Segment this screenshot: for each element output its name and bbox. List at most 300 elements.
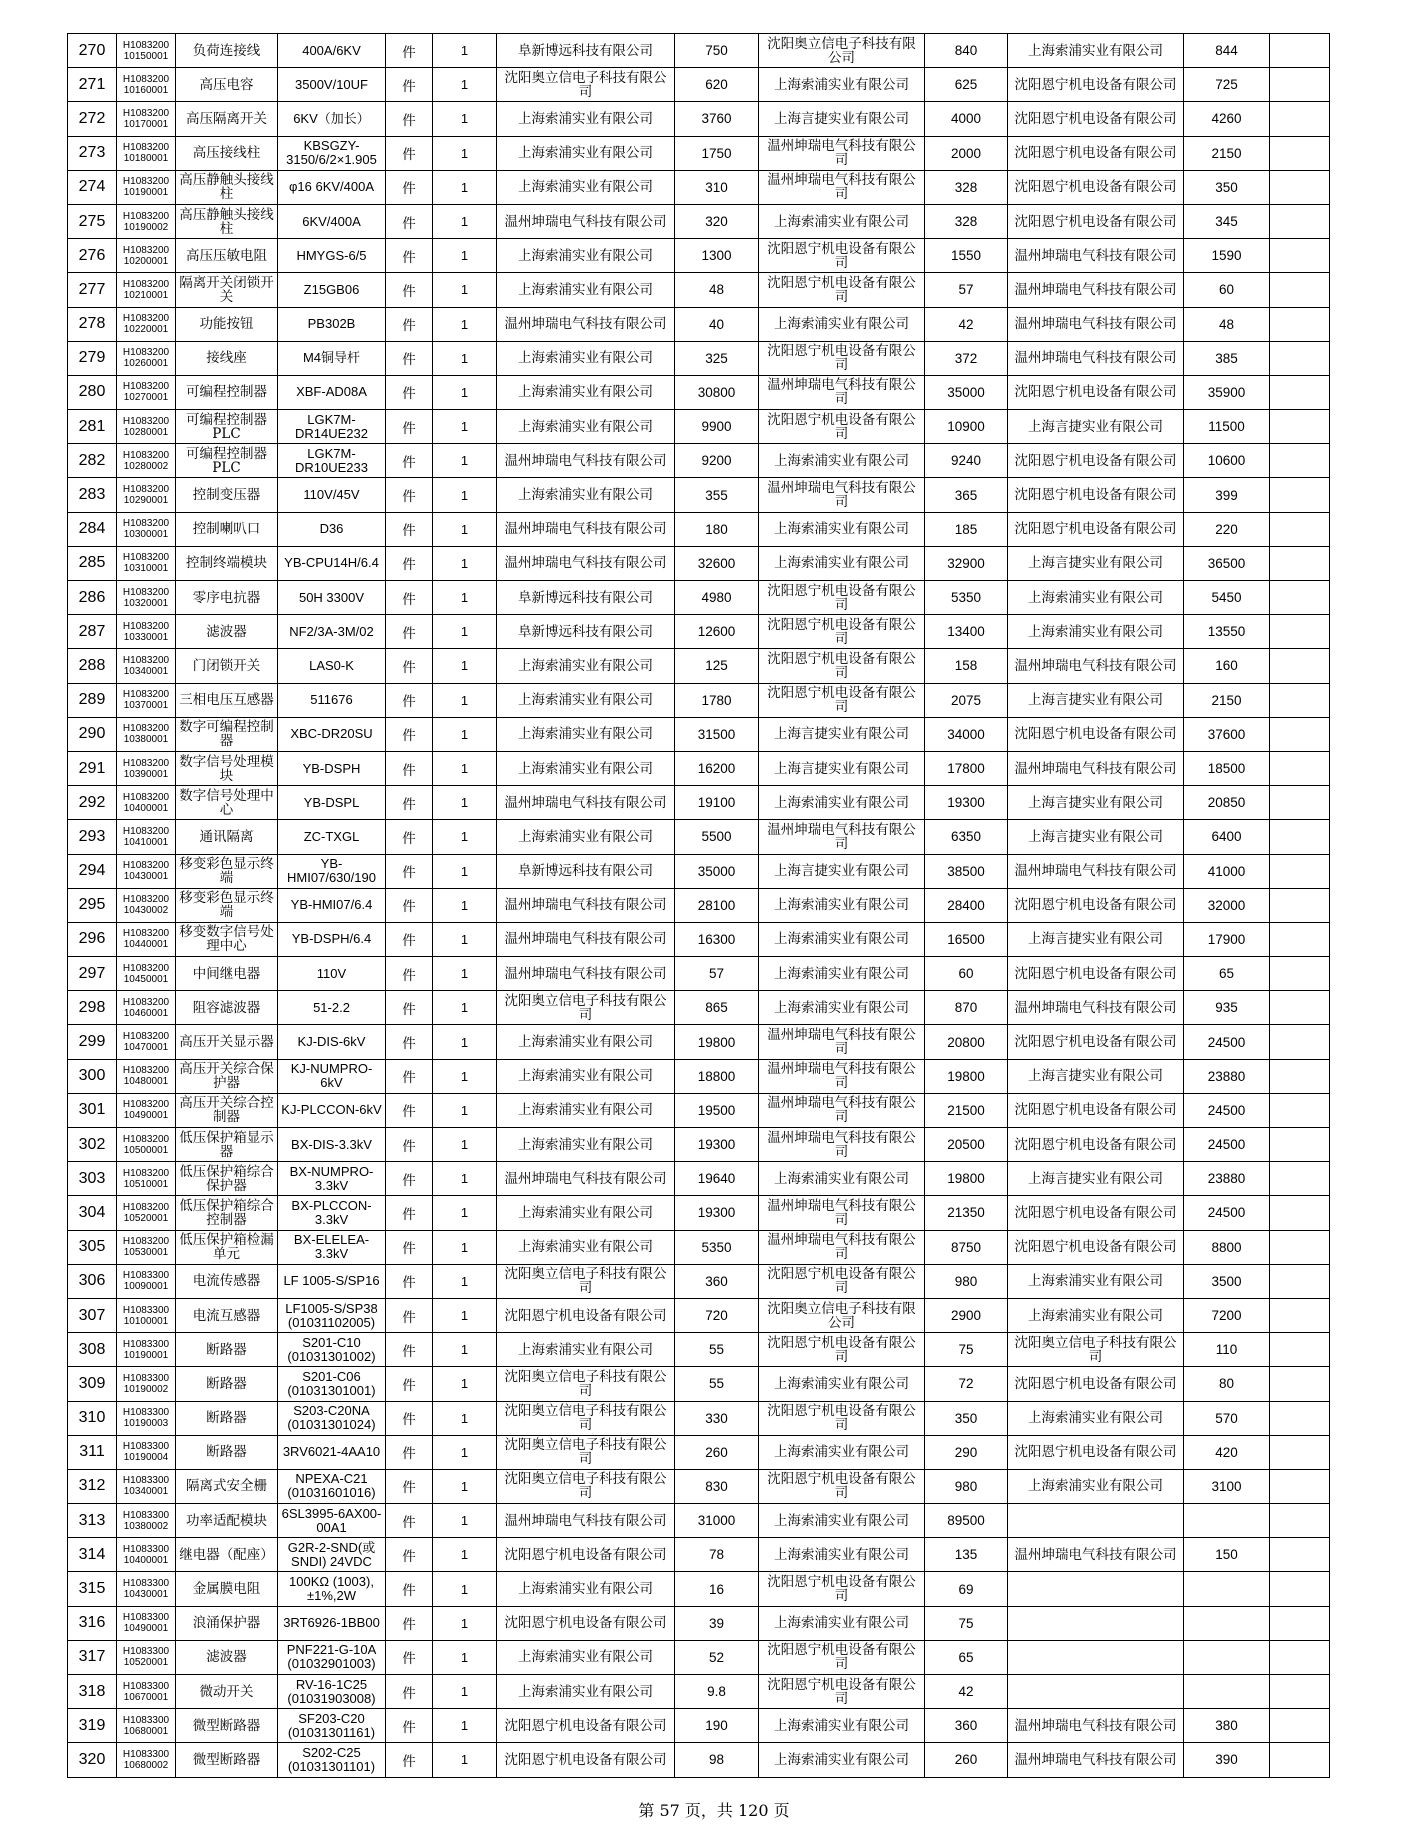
supplier-1-name: 温州坤瑞电气科技有限公司 (497, 786, 675, 820)
material-code (117, 204, 176, 238)
unit: 件 (386, 102, 433, 136)
material-code-line: H1083200 (122, 860, 170, 872)
material-code-line: 10670001 (123, 1691, 169, 1703)
quantity: 1 (433, 1093, 497, 1127)
supplier-1-name: 上海索浦实业有限公司 (497, 683, 675, 717)
unit: 件 (386, 341, 433, 375)
remarks-cell (1270, 1504, 1330, 1538)
table-row (68, 136, 1330, 170)
supplier-1-name: 上海索浦实业有限公司 (497, 1093, 675, 1127)
supplier-2-name: 温州坤瑞电气科技有限公司 (759, 478, 925, 512)
table-row (68, 1709, 1330, 1743)
material-name: 高压压敏电阻 (176, 239, 278, 273)
supplier-1-name: 上海索浦实业有限公司 (497, 478, 675, 512)
specification: NPEXA-C21 (01031601016) (278, 1469, 386, 1503)
material-code (117, 1298, 176, 1332)
quantity: 1 (433, 444, 497, 478)
supplier-2-name: 沈阳恩宁机电设备有限公司 (759, 1401, 925, 1435)
table-row (68, 1606, 1330, 1640)
row-number: 308 (68, 1333, 117, 1367)
supplier-2-name: 上海言捷实业有限公司 (759, 854, 925, 888)
remarks-cell (1270, 991, 1330, 1025)
supplier-2-name: 上海索浦实业有限公司 (759, 888, 925, 922)
remarks-cell (1270, 751, 1330, 785)
material-code-line: H1083200 (122, 996, 170, 1008)
supplier-1-name: 阜新博远科技有限公司 (497, 854, 675, 888)
supplier-3-name (1008, 1606, 1184, 1640)
material-code-line: 10190001 (123, 187, 169, 199)
unit: 件 (386, 683, 433, 717)
material-code-line: H1083300 (122, 1475, 170, 1487)
supplier-2-name: 温州坤瑞电气科技有限公司 (759, 1093, 925, 1127)
supplier-2-name: 沈阳恩宁机电设备有限公司 (759, 615, 925, 649)
remarks-cell (1270, 1128, 1330, 1162)
material-name: 通讯隔离 (176, 820, 278, 854)
quantity: 1 (433, 1298, 497, 1332)
material-code-line: 10090001 (123, 1281, 169, 1293)
remarks-cell (1270, 204, 1330, 238)
material-name: 浪涌保护器 (176, 1606, 278, 1640)
supplier-2-price: 350 (925, 1401, 1008, 1435)
supplier-1-name: 沈阳恩宁机电设备有限公司 (497, 1606, 675, 1640)
material-code-line: H1083200 (122, 415, 170, 427)
supplier-3-price: 350 (1184, 170, 1270, 204)
quantity: 1 (433, 751, 497, 785)
unit: 件 (386, 1093, 433, 1127)
supplier-3-name: 温州坤瑞电气科技有限公司 (1008, 341, 1184, 375)
remarks-cell (1270, 1230, 1330, 1264)
material-code-line: H1083300 (122, 1372, 170, 1384)
unit: 件 (386, 136, 433, 170)
supplier-2-name: 上海索浦实业有限公司 (759, 68, 925, 102)
supplier-1-price: 750 (675, 34, 759, 68)
supplier-2-price: 1550 (925, 239, 1008, 273)
supplier-3-price: 36500 (1184, 546, 1270, 580)
material-code-line: H1083200 (122, 142, 170, 154)
supplier-1-price: 12600 (675, 615, 759, 649)
supplier-1-price: 180 (675, 512, 759, 546)
material-code-line: H1083200 (122, 654, 170, 666)
table-row (68, 273, 1330, 307)
row-number: 295 (68, 888, 117, 922)
supplier-1-name: 上海索浦实业有限公司 (497, 410, 675, 444)
supplier-3-name: 沈阳恩宁机电设备有限公司 (1008, 204, 1184, 238)
supplier-3-price: 160 (1184, 649, 1270, 683)
row-number: 273 (68, 136, 117, 170)
material-code (117, 786, 176, 820)
supplier-1-price: 28100 (675, 888, 759, 922)
material-code (117, 1743, 176, 1777)
supplier-2-price: 2075 (925, 683, 1008, 717)
supplier-3-name: 沈阳恩宁机电设备有限公司 (1008, 957, 1184, 991)
supplier-3-name (1008, 1640, 1184, 1674)
supplier-2-name: 沈阳恩宁机电设备有限公司 (759, 410, 925, 444)
quantity: 1 (433, 273, 497, 307)
material-code-line: H1083300 (122, 1304, 170, 1316)
row-number: 289 (68, 683, 117, 717)
material-code-line: 10210001 (123, 289, 169, 301)
supplier-3-name: 沈阳恩宁机电设备有限公司 (1008, 170, 1184, 204)
supplier-2-name: 沈阳奥立信电子科技有限公司 (759, 34, 925, 68)
supplier-2-name: 上海索浦实业有限公司 (759, 204, 925, 238)
supplier-2-name: 上海索浦实业有限公司 (759, 1367, 925, 1401)
row-number: 301 (68, 1093, 117, 1127)
row-number: 282 (68, 444, 117, 478)
material-code-line: 10260001 (123, 358, 169, 370)
table-row (68, 1162, 1330, 1196)
supplier-1-name: 温州坤瑞电气科技有限公司 (497, 546, 675, 580)
row-number: 304 (68, 1196, 117, 1230)
material-code (117, 341, 176, 375)
material-code-line: 10530001 (123, 1247, 169, 1259)
table-row (68, 683, 1330, 717)
supplier-1-name: 上海索浦实业有限公司 (497, 1025, 675, 1059)
specification: KJ-NUMPRO-6kV (278, 1059, 386, 1093)
supplier-1-price: 39 (675, 1606, 759, 1640)
supplier-1-name: 温州坤瑞电气科技有限公司 (497, 444, 675, 478)
material-code (117, 717, 176, 751)
specification: KJ-DIS-6kV (278, 1025, 386, 1059)
material-name: 可编程控制器PLC (176, 410, 278, 444)
material-code-line: H1083300 (122, 1578, 170, 1590)
supplier-1-name: 上海索浦实业有限公司 (497, 751, 675, 785)
material-code-line: 10460001 (123, 1007, 169, 1019)
material-name: 移变彩色显示终端 (176, 888, 278, 922)
material-code-line: H1083300 (122, 1543, 170, 1555)
quantity: 1 (433, 1333, 497, 1367)
supplier-2-name: 上海索浦实业有限公司 (759, 1743, 925, 1777)
remarks-cell (1270, 615, 1330, 649)
supplier-2-name: 沈阳恩宁机电设备有限公司 (759, 273, 925, 307)
supplier-1-name: 上海索浦实业有限公司 (497, 341, 675, 375)
material-code-line: H1083200 (122, 894, 170, 906)
supplier-3-price: 24500 (1184, 1128, 1270, 1162)
supplier-1-name: 温州坤瑞电气科技有限公司 (497, 1504, 675, 1538)
material-code (117, 1709, 176, 1743)
supplier-2-price: 21350 (925, 1196, 1008, 1230)
supplier-2-name: 上海索浦实业有限公司 (759, 512, 925, 546)
material-code-line: H1083200 (122, 73, 170, 85)
row-number: 305 (68, 1230, 117, 1264)
table-row (68, 546, 1330, 580)
material-name: 高压电容 (176, 68, 278, 102)
specification: D36 (278, 512, 386, 546)
material-name: 可编程控制器PLC (176, 444, 278, 478)
supplier-2-price: 34000 (925, 717, 1008, 751)
table-row (68, 1367, 1330, 1401)
specification: BX-NUMPRO-3.3kV (278, 1162, 386, 1196)
quantity: 1 (433, 786, 497, 820)
table-row (68, 1093, 1330, 1127)
material-name: 数字可编程控制器 (176, 717, 278, 751)
row-number: 293 (68, 820, 117, 854)
remarks-cell (1270, 170, 1330, 204)
material-code (117, 1606, 176, 1640)
supplier-2-name: 上海索浦实业有限公司 (759, 444, 925, 478)
supplier-2-price: 69 (925, 1572, 1008, 1606)
quantity: 1 (433, 1538, 497, 1572)
supplier-1-name: 阜新博远科技有限公司 (497, 615, 675, 649)
specification: 50H 3300V (278, 581, 386, 615)
supplier-2-price: 20800 (925, 1025, 1008, 1059)
material-code-line: 10320001 (123, 597, 169, 609)
material-code-line: H1083200 (122, 1031, 170, 1043)
material-code (117, 854, 176, 888)
supplier-1-price: 16200 (675, 751, 759, 785)
table-row (68, 1059, 1330, 1093)
supplier-1-name: 温州坤瑞电气科技有限公司 (497, 307, 675, 341)
supplier-2-price: 328 (925, 204, 1008, 238)
supplier-3-name: 上海言捷实业有限公司 (1008, 546, 1184, 580)
supplier-3-name: 上海索浦实业有限公司 (1008, 1298, 1184, 1332)
material-code (117, 683, 176, 717)
supplier-3-price: 5450 (1184, 581, 1270, 615)
material-code (117, 615, 176, 649)
row-number: 286 (68, 581, 117, 615)
quantity: 1 (433, 1196, 497, 1230)
remarks-cell (1270, 68, 1330, 102)
supplier-2-name: 沈阳恩宁机电设备有限公司 (759, 1675, 925, 1709)
material-code-line: H1083200 (122, 1065, 170, 1077)
supplier-3-price: 24500 (1184, 1093, 1270, 1127)
row-number: 296 (68, 922, 117, 956)
table-row (68, 444, 1330, 478)
supplier-2-name: 温州坤瑞电气科技有限公司 (759, 170, 925, 204)
unit: 件 (386, 1333, 433, 1367)
unit: 件 (386, 170, 433, 204)
material-name: 高压接线柱 (176, 136, 278, 170)
table-row (68, 410, 1330, 444)
material-name: 三相电压互感器 (176, 683, 278, 717)
supplier-3-price: 390 (1184, 1743, 1270, 1777)
material-code-line: H1083200 (122, 552, 170, 564)
supplier-2-price: 57 (925, 273, 1008, 307)
supplier-1-name: 沈阳奥立信电子科技有限公司 (497, 991, 675, 1025)
material-code-line: 10310001 (123, 563, 169, 575)
unit: 件 (386, 204, 433, 238)
supplier-1-name: 上海索浦实业有限公司 (497, 1128, 675, 1162)
row-number: 271 (68, 68, 117, 102)
supplier-1-name: 沈阳奥立信电子科技有限公司 (497, 1469, 675, 1503)
supplier-2-price: 185 (925, 512, 1008, 546)
specification: 3RT6926-1BB00 (278, 1606, 386, 1640)
specification: M4铜导杆 (278, 341, 386, 375)
remarks-cell (1270, 854, 1330, 888)
supplier-1-price: 330 (675, 1401, 759, 1435)
supplier-3-name: 沈阳恩宁机电设备有限公司 (1008, 1196, 1184, 1230)
table-row (68, 751, 1330, 785)
material-name: 断路器 (176, 1435, 278, 1469)
material-code (117, 1435, 176, 1469)
unit: 件 (386, 307, 433, 341)
material-code-line: 10450001 (123, 973, 169, 985)
supplier-1-name: 温州坤瑞电气科技有限公司 (497, 1162, 675, 1196)
material-code-line: 10300001 (123, 529, 169, 541)
unit: 件 (386, 751, 433, 785)
quantity: 1 (433, 1230, 497, 1264)
material-code-line: 10510001 (123, 1178, 169, 1190)
quantity: 1 (433, 34, 497, 68)
supplier-1-price: 19500 (675, 1093, 759, 1127)
supplier-1-price: 32600 (675, 546, 759, 580)
unit: 件 (386, 512, 433, 546)
specification: SF203-C20 (01031301161) (278, 1709, 386, 1743)
supplier-3-name: 沈阳恩宁机电设备有限公司 (1008, 136, 1184, 170)
supplier-3-price: 24500 (1184, 1025, 1270, 1059)
supplier-3-name: 上海索浦实业有限公司 (1008, 34, 1184, 68)
quantity: 1 (433, 957, 497, 991)
material-code-line: H1083200 (122, 518, 170, 530)
material-code (117, 512, 176, 546)
supplier-1-price: 9900 (675, 410, 759, 444)
material-name: 中间继电器 (176, 957, 278, 991)
remarks-cell (1270, 683, 1330, 717)
material-code (117, 68, 176, 102)
unit: 件 (386, 1162, 433, 1196)
material-code (117, 1128, 176, 1162)
material-code-line: 10190002 (123, 221, 169, 233)
material-name: 高压静触头接线柱 (176, 204, 278, 238)
specification: YB-DSPH (278, 751, 386, 785)
supplier-3-name: 上海索浦实业有限公司 (1008, 581, 1184, 615)
material-code (117, 546, 176, 580)
supplier-2-name: 沈阳恩宁机电设备有限公司 (759, 1264, 925, 1298)
row-number: 303 (68, 1162, 117, 1196)
material-name: 控制终端模块 (176, 546, 278, 580)
remarks-cell (1270, 1196, 1330, 1230)
material-code-line: H1083200 (122, 244, 170, 256)
material-name: 负荷连接线 (176, 34, 278, 68)
row-number: 310 (68, 1401, 117, 1435)
material-code-line: 10180001 (123, 153, 169, 165)
supplier-3-price: 3100 (1184, 1469, 1270, 1503)
table-row (68, 922, 1330, 956)
supplier-2-name: 沈阳恩宁机电设备有限公司 (759, 341, 925, 375)
unit: 件 (386, 375, 433, 409)
material-code-line: H1083300 (122, 1612, 170, 1624)
material-code (117, 649, 176, 683)
unit: 件 (386, 1675, 433, 1709)
supplier-2-price: 38500 (925, 854, 1008, 888)
specification: RV-16-1C25 (01031903008) (278, 1675, 386, 1709)
supplier-2-name: 沈阳恩宁机电设备有限公司 (759, 1572, 925, 1606)
supplier-3-price (1184, 1572, 1270, 1606)
unit: 件 (386, 1435, 433, 1469)
material-code-line: 10370001 (123, 700, 169, 712)
material-code-line: 10100001 (123, 1315, 169, 1327)
material-name: 可编程控制器 (176, 375, 278, 409)
supplier-2-price: 65 (925, 1640, 1008, 1674)
material-code-line: 10330001 (123, 631, 169, 643)
supplier-3-name: 上海言捷实业有限公司 (1008, 820, 1184, 854)
supplier-3-price: 23880 (1184, 1162, 1270, 1196)
supplier-1-price: 98 (675, 1743, 759, 1777)
supplier-1-price: 35000 (675, 854, 759, 888)
material-code (117, 307, 176, 341)
material-name: 高压开关综合保护器 (176, 1059, 278, 1093)
supplier-2-price: 625 (925, 68, 1008, 102)
supplier-2-name: 温州坤瑞电气科技有限公司 (759, 820, 925, 854)
material-code-line: 10280002 (123, 460, 169, 472)
supplier-3-price: 17900 (1184, 922, 1270, 956)
remarks-cell (1270, 1264, 1330, 1298)
supplier-3-price: 18500 (1184, 751, 1270, 785)
material-code-line: 10340001 (123, 1486, 169, 1498)
supplier-2-name: 温州坤瑞电气科技有限公司 (759, 1128, 925, 1162)
row-number: 278 (68, 307, 117, 341)
supplier-3-price: 10600 (1184, 444, 1270, 478)
row-number: 309 (68, 1367, 117, 1401)
table-row (68, 1504, 1330, 1538)
supplier-3-name: 上海言捷实业有限公司 (1008, 1162, 1184, 1196)
supplier-1-price: 360 (675, 1264, 759, 1298)
specification: Z15GB06 (278, 273, 386, 307)
specification: BX-ELELEA-3.3kV (278, 1230, 386, 1264)
supplier-1-name: 上海索浦实业有限公司 (497, 273, 675, 307)
supplier-2-price: 32900 (925, 546, 1008, 580)
material-name: 控制喇叭口 (176, 512, 278, 546)
supplier-1-name: 沈阳奥立信电子科技有限公司 (497, 1264, 675, 1298)
material-code (117, 34, 176, 68)
supplier-2-name: 上海索浦实业有限公司 (759, 922, 925, 956)
material-code-line: H1083200 (122, 723, 170, 735)
material-code-line: H1083200 (122, 176, 170, 188)
specification: YB-HMI07/630/190 (278, 854, 386, 888)
material-code-line: 10490001 (123, 1110, 169, 1122)
material-code-line: H1083200 (122, 39, 170, 51)
row-number: 319 (68, 1709, 117, 1743)
material-code-line: H1083200 (122, 757, 170, 769)
material-code-line: H1083200 (122, 825, 170, 837)
unit: 件 (386, 786, 433, 820)
material-code-line: 10290001 (123, 495, 169, 507)
supplier-2-price: 980 (925, 1264, 1008, 1298)
material-code-line: 10430002 (123, 905, 169, 917)
row-number: 294 (68, 854, 117, 888)
supplier-1-price: 30800 (675, 375, 759, 409)
supplier-3-price: 1590 (1184, 239, 1270, 273)
row-number: 318 (68, 1675, 117, 1709)
material-code-line: H1083300 (122, 1270, 170, 1282)
material-code-line: 10190001 (123, 1349, 169, 1361)
row-number: 280 (68, 375, 117, 409)
supplier-1-name: 上海索浦实业有限公司 (497, 1640, 675, 1674)
supplier-2-price: 72 (925, 1367, 1008, 1401)
supplier-1-price: 1780 (675, 683, 759, 717)
supplier-2-price: 372 (925, 341, 1008, 375)
supplier-3-price: 345 (1184, 204, 1270, 238)
supplier-1-name: 上海索浦实业有限公司 (497, 375, 675, 409)
unit: 件 (386, 1606, 433, 1640)
material-code-line: H1083300 (122, 1441, 170, 1453)
supplier-2-name: 温州坤瑞电气科技有限公司 (759, 1025, 925, 1059)
quantity: 1 (433, 922, 497, 956)
supplier-2-price: 17800 (925, 751, 1008, 785)
specification: 110V (278, 957, 386, 991)
supplier-3-name: 上海索浦实业有限公司 (1008, 1469, 1184, 1503)
remarks-cell (1270, 922, 1330, 956)
material-code-line: H1083200 (122, 586, 170, 598)
supplier-3-name: 温州坤瑞电气科技有限公司 (1008, 307, 1184, 341)
material-code-line: 10190003 (123, 1418, 169, 1430)
supplier-1-price: 720 (675, 1298, 759, 1332)
supplier-1-name: 上海索浦实业有限公司 (497, 239, 675, 273)
material-code (117, 1333, 176, 1367)
unit: 件 (386, 1025, 433, 1059)
specification: S203-C20NA (01031301024) (278, 1401, 386, 1435)
remarks-cell (1270, 820, 1330, 854)
specification: LAS0-K (278, 649, 386, 683)
